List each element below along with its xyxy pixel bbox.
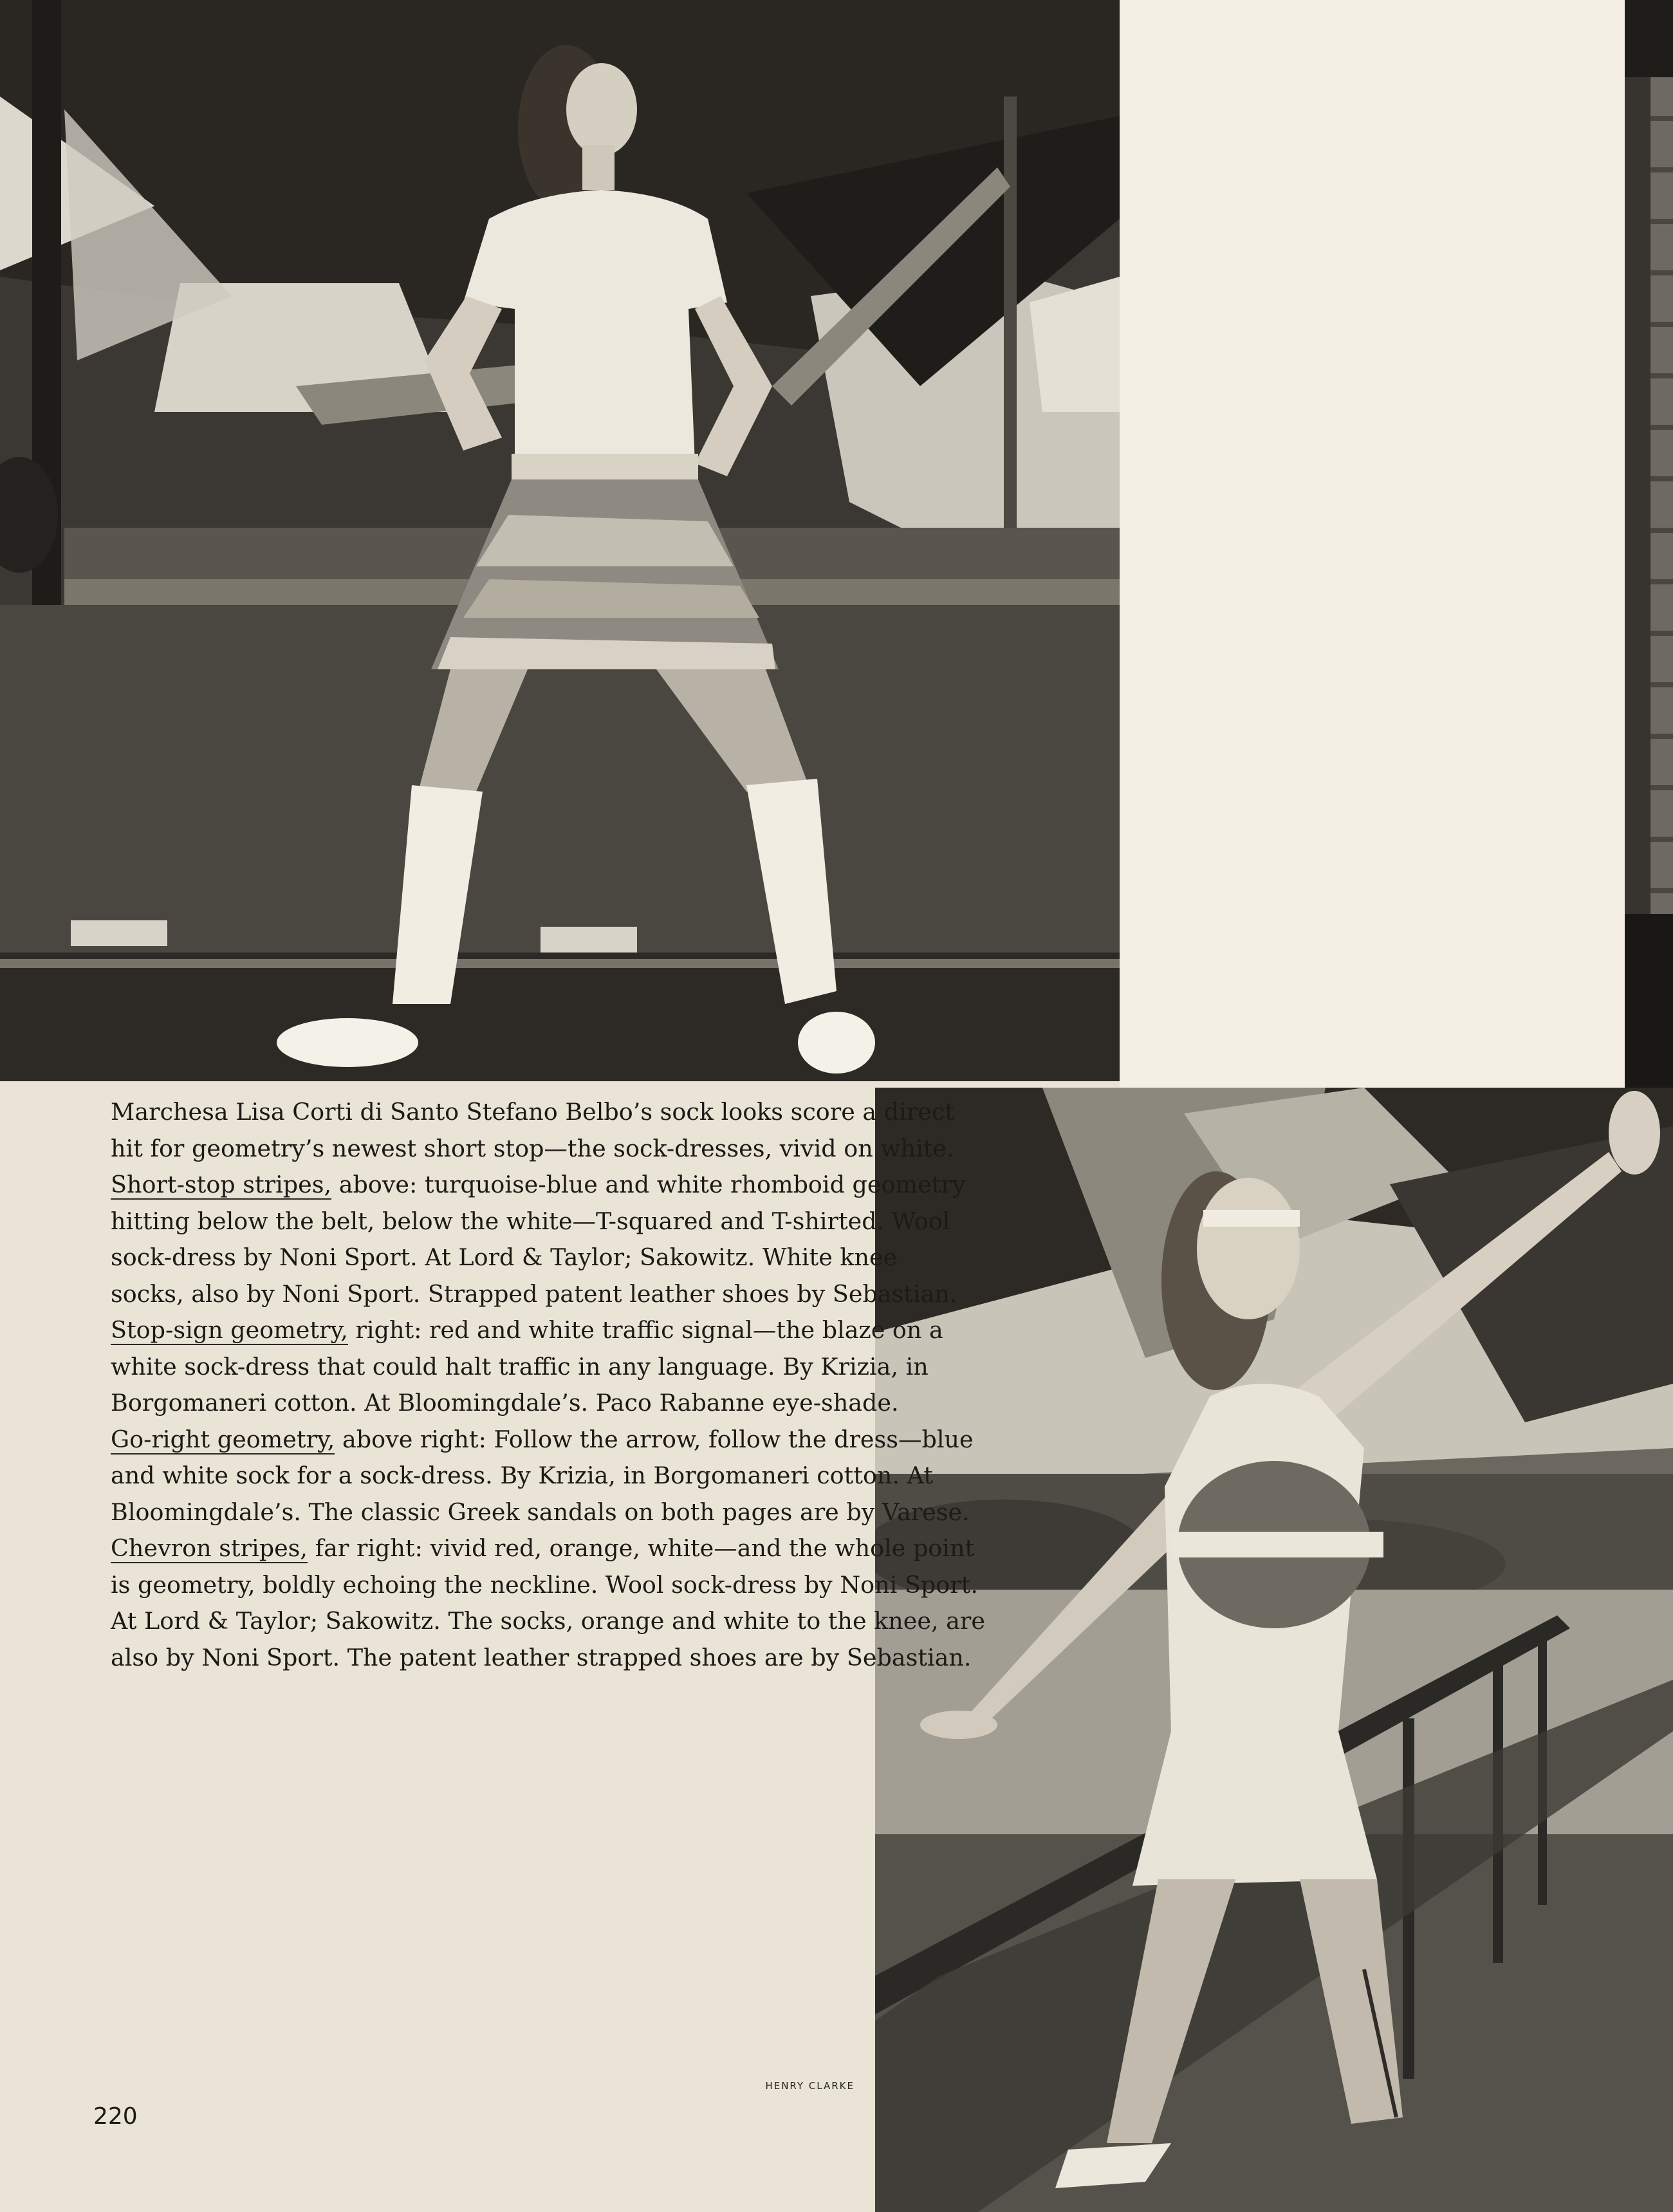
- caption-heading: Go-right geometry,: [111, 1425, 335, 1453]
- caption-text: above right: Follow the arrow, follow the dress—blue: [335, 1425, 974, 1453]
- caption-text: is geometry, boldly echoing the neckline. Wool sock-dress by Noni Sport.: [111, 1570, 978, 1599]
- caption-text: right: red and white traffic signal—the blaze on a: [347, 1316, 943, 1344]
- caption-text: hitting below the belt, below the white—T-squared and T-shirted. Wool: [111, 1207, 950, 1235]
- caption-text: Bloomingdale’s. The classic Greek sandals on both pages are by Varese.: [111, 1498, 970, 1526]
- photo-credit: HENRY CLARKE: [765, 2080, 855, 2092]
- caption-line: [111, 1494, 970, 1531]
- caption-text: Borgomaneri cotton. At Bloomingdale’s. Paco Rabanne eye-shade.: [111, 1389, 899, 1417]
- caption-line: [111, 1640, 972, 1677]
- bottom-photo: [875, 1088, 1673, 2212]
- caption: [111, 1094, 985, 1676]
- caption-line: [111, 1312, 943, 1349]
- caption-line: [111, 1530, 975, 1567]
- page-number: 220: [93, 2103, 138, 2130]
- caption-text: At Lord & Taylor; Sakowitz. The socks, orange and white to the knee, are: [111, 1607, 985, 1635]
- caption-heading: Stop-sign geometry,: [111, 1316, 348, 1344]
- caption-text: and white sock for a sock-dress. By Krizia, in Borgomaneri cotton. At: [111, 1462, 934, 1489]
- caption-line: [111, 1131, 954, 1167]
- caption-line: [111, 1167, 966, 1204]
- caption-heading: Short-stop stripes,: [111, 1171, 332, 1198]
- caption-line: [111, 1276, 957, 1313]
- caption-line: [111, 1567, 978, 1604]
- caption-text: socks, also by Noni Sport. Strapped patent leather shoes by Sebastian.: [111, 1279, 957, 1308]
- caption-line: [111, 1204, 950, 1240]
- caption-text: sock-dress by Noni Sport. At Lord & Taylor; Sakowitz. White knee: [111, 1243, 898, 1271]
- caption-line: [111, 1422, 974, 1458]
- caption-text: also by Noni Sport. The patent leather strapped shoes are by Sebastian.: [111, 1643, 972, 1671]
- caption-line: [111, 1603, 985, 1640]
- caption-text: white sock-dress that could halt traffic in any language. By Krizia, in: [111, 1352, 929, 1380]
- top-photo: [0, 0, 1120, 1081]
- blank-panel: [1120, 0, 1625, 1091]
- caption-heading: Chevron stripes,: [111, 1534, 308, 1562]
- caption-text: hit for geometry’s newest short stop—the sock-dresses, vivid on white.: [111, 1134, 954, 1162]
- caption-text: above: turquoise-blue and white rhomboid geometry: [331, 1171, 966, 1198]
- caption-line: [111, 1385, 899, 1422]
- caption-line: [111, 1458, 934, 1494]
- caption-line: [111, 1349, 929, 1386]
- caption-line: [111, 1094, 954, 1131]
- caption-line: [111, 1240, 898, 1276]
- caption-text: Marchesa Lisa Corti di Santo Stefano Belbo’s sock looks score a direct: [111, 1098, 954, 1126]
- blinds-sliver: [1625, 0, 1673, 1091]
- caption-text: far right: vivid red, orange, white—and the whole point: [308, 1534, 975, 1562]
